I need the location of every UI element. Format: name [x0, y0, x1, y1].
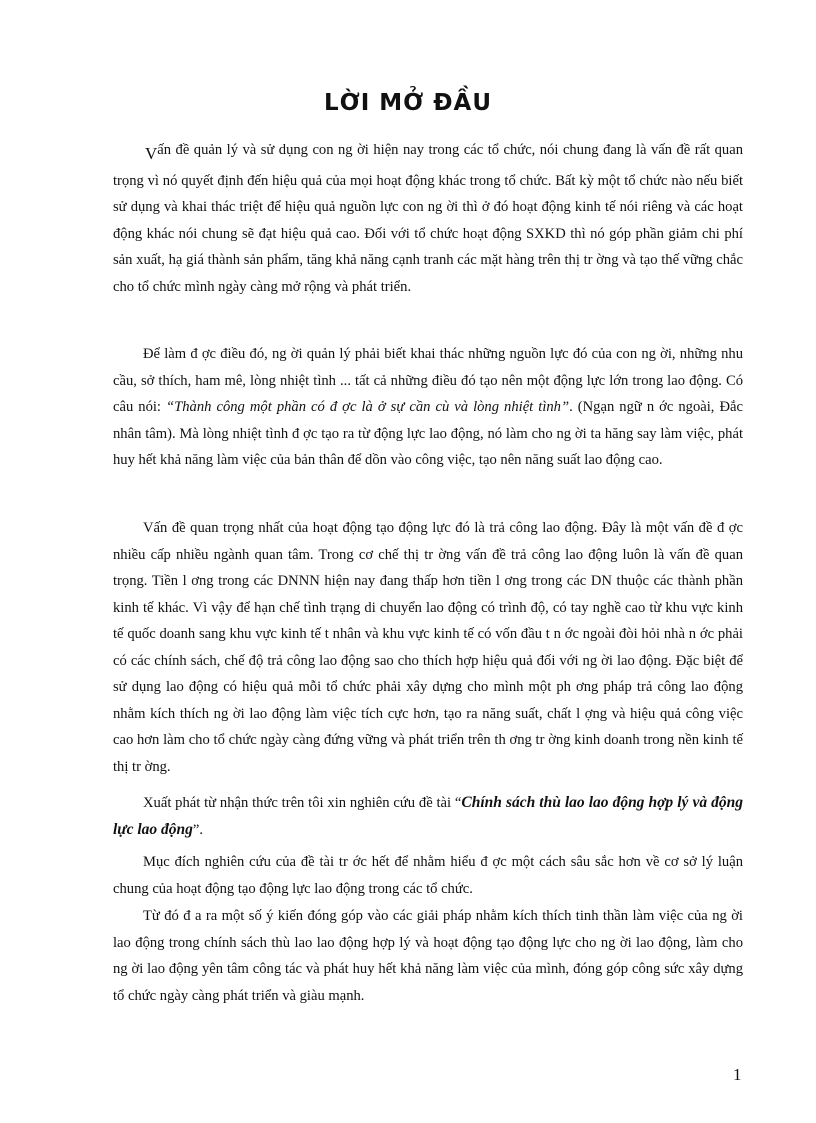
page-title: LỜI MỞ ĐẦU — [323, 90, 493, 116]
paragraph-1-text: ấn đề quản lý và sử dụng con ng ời hiện nay trong các tổ chức, nói chung đang là vấn đề rất quan trọng vì nó quyết định đến hiệu quả của mọi hoạt động khác trong tổ chức. Bất kỳ một tổ chức nào nếu biết sử dụng và khai thác triệt để hiệu quả nguồn lực con ng ời thì ở đó hoạt động kinh tế nói riêng và các hoạt động khác nói chung sẽ đạt hiệu quả cao. Đối với tổ chức hoạt động SXKD thì nó góp phần giảm chi phí sản xuất, hạ giá thành sản phẩm, tăng khả năng cạnh tranh các mặt hàng trên thị tr ờng và tạo thế vững chắc cho tổ chức mình ngày càng mở rộng và phát triển. — [113, 142, 743, 295]
paragraph-6: Từ đó đ a ra một số ý kiến đóng góp vào các giải pháp nhằm kích thích tinh thần làm việc của ng ời lao động trong chính sách thù lao lao động hợp lý và hoạt động tạo động lực cho ng ời lao động, làm cho ng ời lao động yên tâm công tác và phát huy hết khả năng làm việc của mình, đóng góp công sức xây dựng tổ chức ngày càng phát triển và giàu mạnh. — [113, 908, 743, 1004]
paragraph-5: Mục đích nghiên cứu của đề tài tr ớc hết để nhằm hiểu đ ợc một cách sâu sắc hơn về cơ sở lý luận chung của hoạt động tạo động lực lao động trong các tổ chức. — [113, 854, 743, 897]
proverb-quote: “Thành công một phần có đ ợc là ở sự cần cù và lòng nhiệt tình” — [166, 399, 570, 415]
paragraph-4-text-a: Xuất phát từ nhận thức trên tôi xin nghiên cứu đề tài “ — [143, 795, 462, 811]
page-number: 1 — [733, 1065, 742, 1084]
paragraph-2-text-b: . (Ngạn ngữ n ớc ngoài, Đắc nhân tâm). Mà lòng nhiệt tình đ ợc tạo ra từ động lực lao động, nó làm cho ng ời ta hăng say làm việc, phát huy hết khả năng làm việc của bản thân để dồn vào công việc, tạo nên năng suất lao động cao. — [113, 399, 743, 468]
paragraph-4-text-b: ”. — [192, 821, 204, 838]
paragraph-2 — [113, 341, 743, 474]
drop-cap: V — [145, 144, 158, 163]
paragraph-2-text-a: Để làm đ ợc điều đó, ng ời quản lý phải biết khai thác những nguồn lực đó của con ng ời, những nhu cầu, sở thích, ham mê, lòng nhiệt tình ... tất cả những điều đó tạo nên một động lực lớn trong lao động. Có câu nói: — [113, 346, 743, 415]
research-topic: Chính sách thù lao lao động hợp lý và động lực lao động — [113, 794, 743, 838]
paragraph-3: Vấn đề quan trọng nhất của hoạt động tạo động lực đó là trả công lao động. Đây là một vấn đề đ ợc nhiều cấp nhiều ngành quan tâm. Trong cơ chế thị tr ờng vấn đề trả công lao động luôn là vấn đề quan trọng. Tiền l ơng trong các DNNN hiện nay đang thấp hơn tiền l ơng trong các DN thuộc các thành phần kinh tế khác. Vì vậy để hạn chế tình trạng di chuyển lao động có trình độ, có tay nghề cao từ khu vực kinh tế quốc doanh sang khu vực kinh tế t nhân và khu vực kinh tế có vốn đầu t n ớc ngoài đòi hỏi nhà n ớc phải có các chính sách, chế độ trả công lao động sao cho thích hợp hiệu quả đối với ng ời lao động. Đặc biệt để sử dụng lao động có hiệu quả mỗi tổ chức phải xây dựng cho mình một ph ơng pháp trả công lao động nhằm kích thích ng ời lao động làm việc tích cực hơn, tạo ra năng suất, chất l ợng và hiệu quả công việc cao hơn làm cho tổ chức ngày càng đứng vững và phát triển trên th ơng tr ờng kinh doanh trong nền kinh tế thị tr ờng. — [113, 520, 743, 775]
paragraph-1 — [113, 137, 743, 300]
paragraph-4 — [113, 790, 743, 843]
